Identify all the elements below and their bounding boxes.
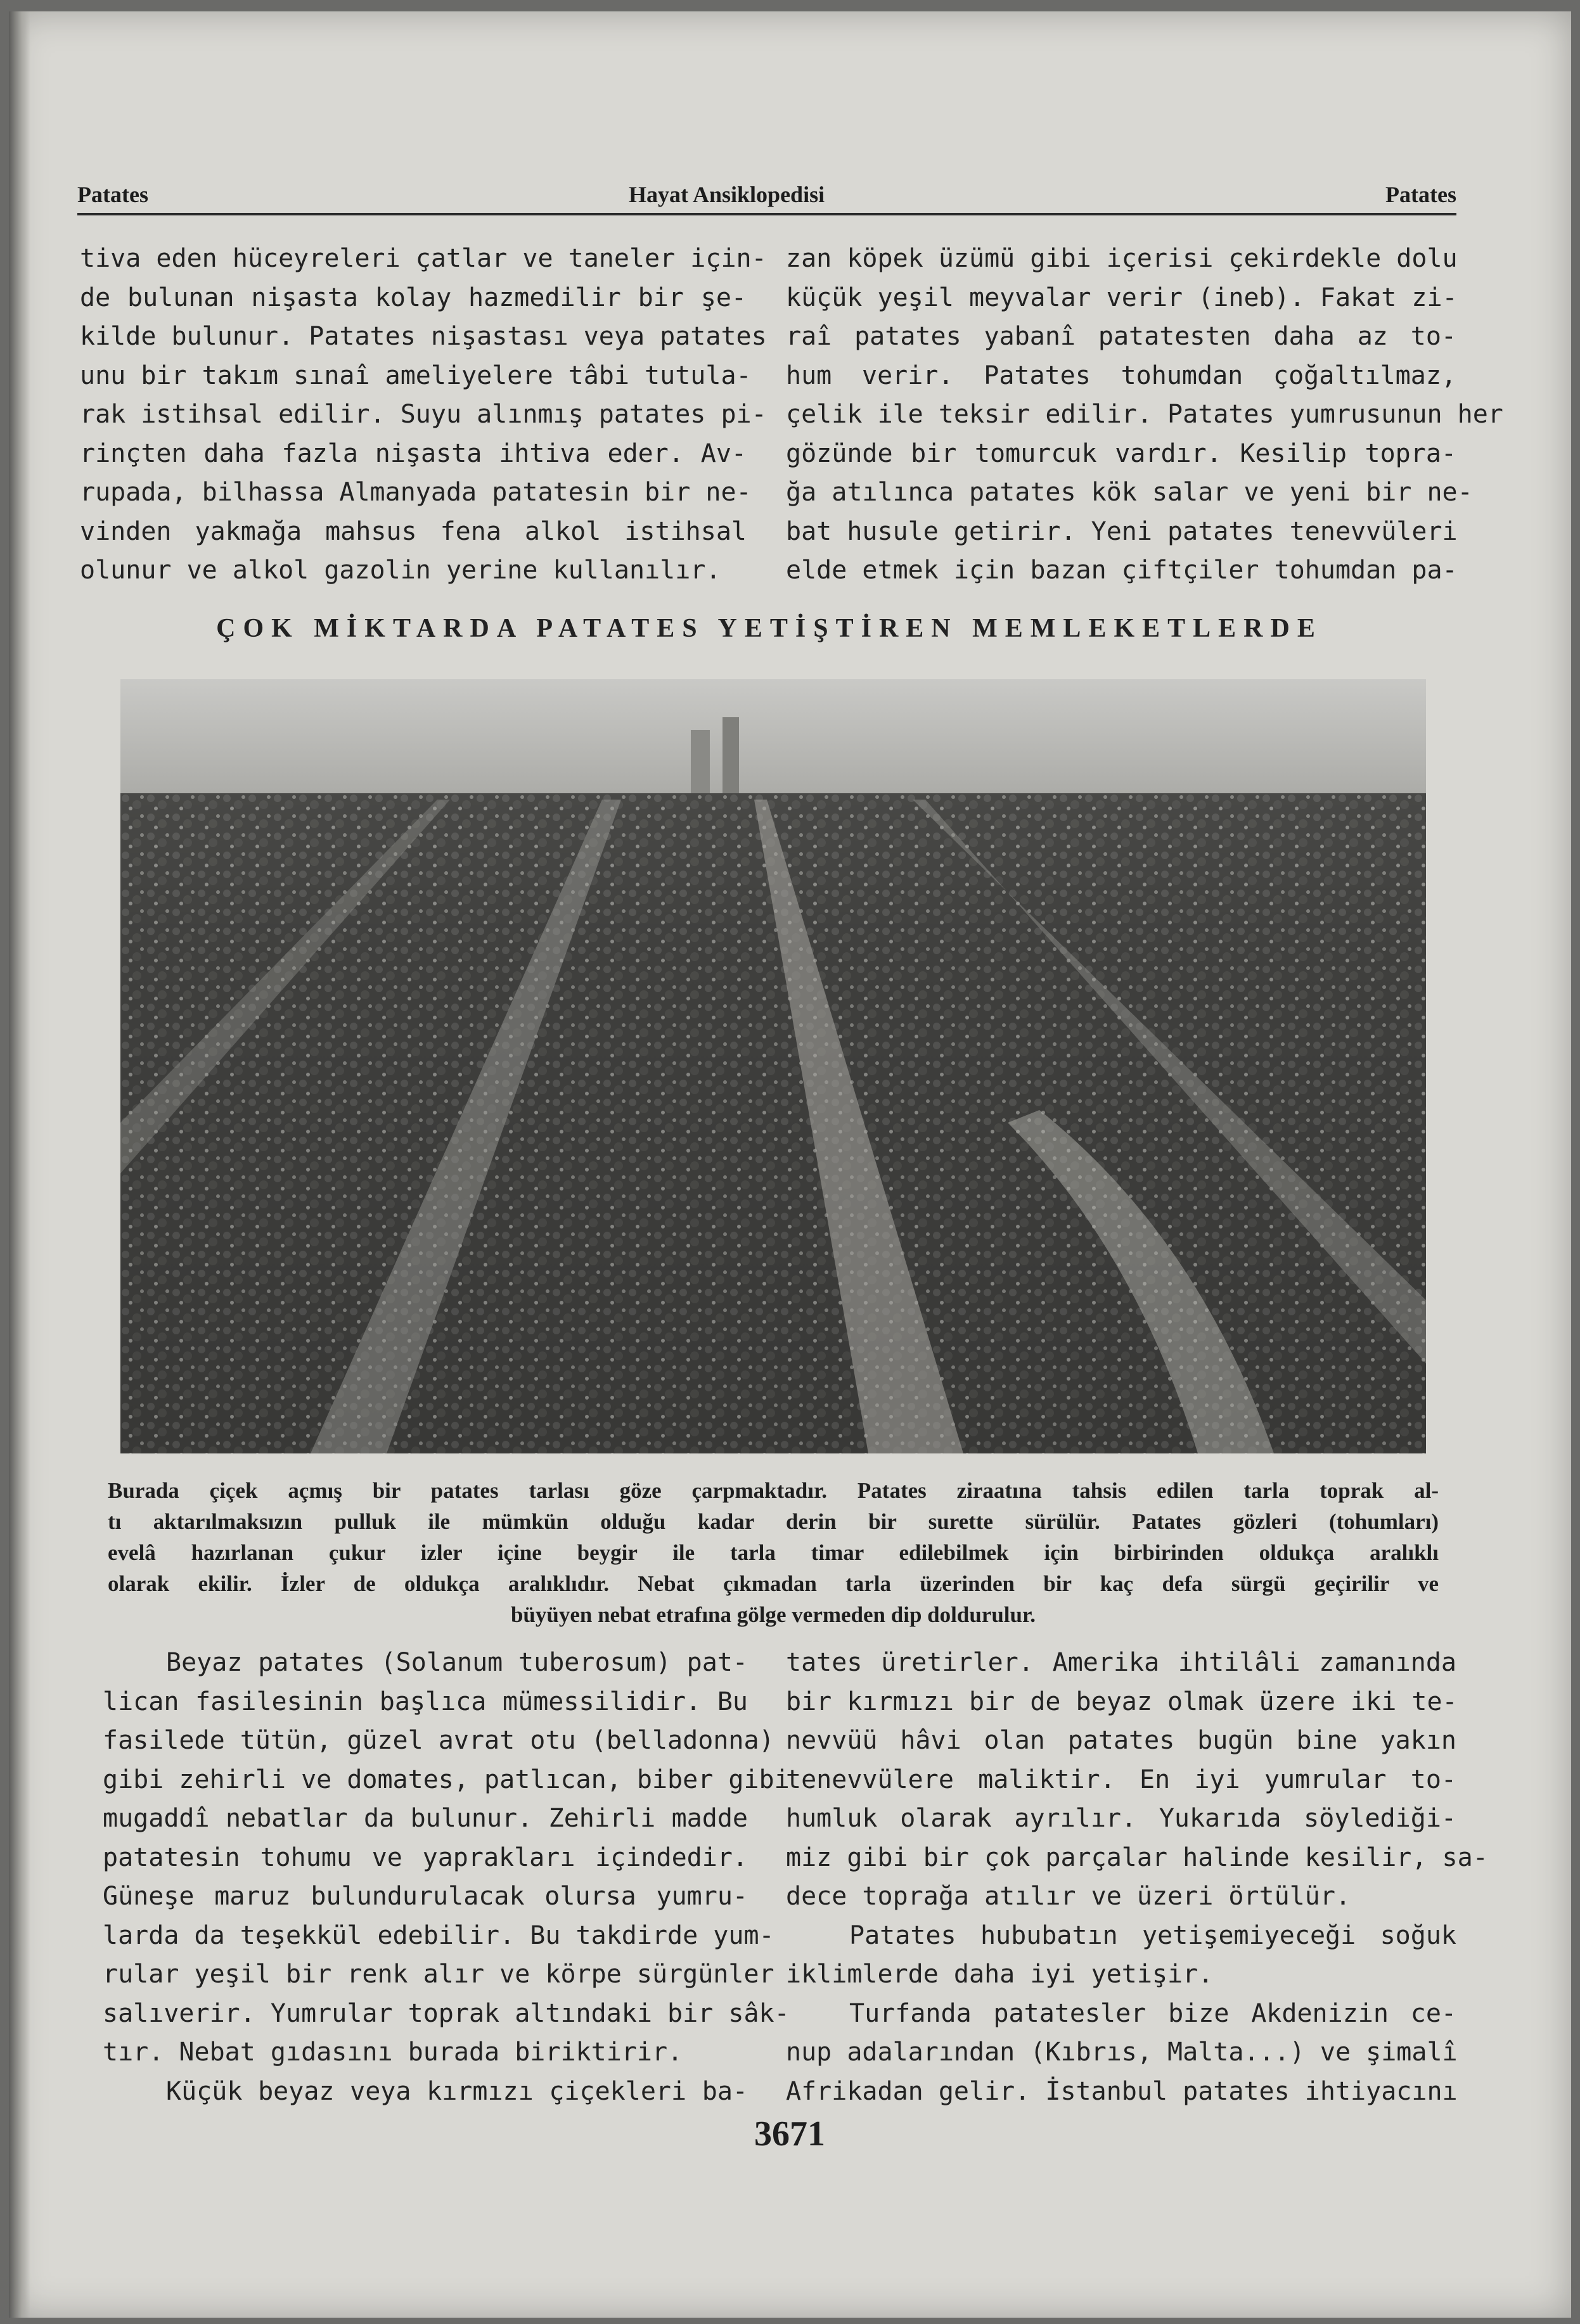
caption-line: evelâ hazırlanan çukur izler içine beygir ile tarla timar edilebilmek için birbirinden oldukça aralıklı (108, 1540, 1439, 1565)
running-head-left: Patates (77, 182, 148, 207)
distant-tree (691, 730, 710, 800)
text-line: küçük yeşil meyvalar verir (ineb). Fakat zi- (786, 283, 1458, 312)
bottom-right-column (786, 1644, 1488, 2111)
text-line: Beyaz patates (Solanum tuberosum) pat- (166, 1648, 748, 1677)
text-line: tenevvülere maliktir. En iyi yumrular to- (786, 1765, 1456, 1794)
text-line: rupada, bilhassa Almanyada patatesin bir ne- (80, 478, 752, 507)
text-line: nup adalarından (Kıbrıs, Malta...) ve şimalî (786, 2038, 1458, 2067)
text-line: Afrikadan gelir. İstanbul patates ihtiyacını (786, 2076, 1458, 2106)
text-line: tır. Nebat gıdasını burada biriktirir. (103, 2038, 683, 2067)
text-line: elde etmek için bazan çiftçiler tohumdan pa- (786, 556, 1458, 585)
caption-line: büyüyen nebat etrafına gölge vermeden dip doldurulur. (510, 1602, 1036, 1627)
text-line: Turfanda patatesler bize Akdenizin ce- (849, 1998, 1456, 2028)
text-line: unu bir takım sınaî ameliyelere tâbi tutula- (80, 361, 752, 390)
text-line: iklimlerde daha iyi yetişir. (786, 1960, 1214, 1989)
text-line: larda da teşekkül edebilir. Bu takdirde yum- (103, 1920, 774, 1950)
text-line: gibi zehirli ve domates, patlıcan, biber gibi (103, 1765, 790, 1794)
page-binding-shadow (9, 11, 30, 2318)
text-line: patatesin tohumu ve yaprakları içindedir. (103, 1842, 748, 1872)
text-line: rinçten daha fazla nişasta ihtiva eder. Av- (80, 438, 747, 468)
caption-line: Burada çiçek açmış bir patates tarlası göze çarpmaktadır. Patates ziraatına tahsis edilen tarla toprak al- (108, 1478, 1439, 1503)
header-rule (77, 213, 1456, 215)
text-line: lican fasilesinin başlıca mümessilidir. Bu (103, 1687, 748, 1716)
text-line: raî patates yabanî patatesten daha az to- (786, 322, 1456, 351)
distant-tree (723, 717, 739, 800)
text-line: rak istihsal edilir. Suyu alınmış patates pi- (80, 400, 767, 429)
text-line: Patates hububatın yetişemiyeceği soğuk (849, 1920, 1456, 1950)
potato-field-photo (120, 679, 1426, 1453)
running-head-center: Hayat Ansiklopedisi (629, 182, 825, 207)
text-line: nevvüü hâvi olan patates bugün bine yakın (786, 1726, 1456, 1755)
running-head (77, 177, 1456, 215)
text-line: rular yeşil bir renk alır ve körpe sürgünler (103, 1960, 774, 1989)
sky (120, 679, 1426, 806)
top-right-column (786, 239, 1503, 591)
text-line: gözünde bir tomurcuk vardır. Kesilip topra- (786, 438, 1456, 468)
text-line: miz gibi bir çok parçalar halinde kesilir, sa- (786, 1842, 1488, 1872)
text-line: tates üretirler. Amerika ihtilâli zamanında (786, 1648, 1456, 1677)
text-line: salıverir. Yumrular toprak altındaki bir sâk- (103, 1998, 790, 2028)
text-line: bir kırmızı bir de beyaz olmak üzere iki te- (786, 1687, 1458, 1716)
text-line: Küçük beyaz veya kırmızı çiçekleri ba- (166, 2076, 748, 2106)
text-line: tiva eden hüceyreleri çatlar ve taneler için- (80, 244, 767, 273)
book-page (9, 11, 1571, 2318)
text-line: çelik ile teksir edilir. Patates yumrusunun her (786, 400, 1503, 429)
text-line: fasilede tütün, güzel avrat otu (belladonna) (103, 1726, 774, 1755)
text-line: mugaddî nebatlar da bulunur. Zehirli madde (103, 1804, 748, 1833)
text-line: vinden yakmağa mahsus fena alkol istihsal (80, 516, 747, 546)
text-line: dece toprağa atılır ve üzeri örtülür. (786, 1882, 1351, 1911)
running-head-right: Patates (1385, 182, 1456, 207)
caption-line: olarak ekilir. İzler de oldukça aralıklıdır. Nebat çıkmadan tarla üzerinden bir kaç defa sürgü geçirilir ve (108, 1571, 1439, 1596)
text-line: de bulunan nişasta kolay hazmedilir bir şe- (80, 283, 747, 312)
caption-line: tı aktarılmaksızın pulluk ile mümkün olduğu kadar derin bir surette sürülür. Patates gözleri (tohumları) (108, 1509, 1439, 1534)
bottom-left-column (103, 1644, 790, 2111)
text-line: Güneşe maruz bulundurulacak olursa yumru- (103, 1882, 748, 1911)
page-number: 3671 (754, 2114, 825, 2154)
text-line: bat husule getirir. Yeni patates tenevvüleri (786, 516, 1458, 546)
text-line: zan köpek üzümü gibi içerisi çekirdekle dolu (786, 244, 1458, 273)
text-line: kilde bulunur. Patates nişastası veya patates (80, 322, 767, 351)
text-line: humluk olarak ayrılır. Yukarıda söylediği- (786, 1804, 1456, 1833)
section-heading: ÇOK MİKTARDA PATATES YETİŞTİREN MEMLEKETLERDE (216, 614, 1323, 643)
field-illustration (120, 679, 1426, 1453)
text-line: ğa atılınca patates kök salar ve yeni bir ne- (786, 478, 1473, 507)
photo-caption (108, 1475, 1439, 1630)
top-left-column (80, 239, 767, 591)
text-line: hum verir. Patates tohumdan çoğaltılmaz, (786, 361, 1456, 390)
text-line: olunur ve alkol gazolin yerine kullanılır. (80, 556, 721, 585)
